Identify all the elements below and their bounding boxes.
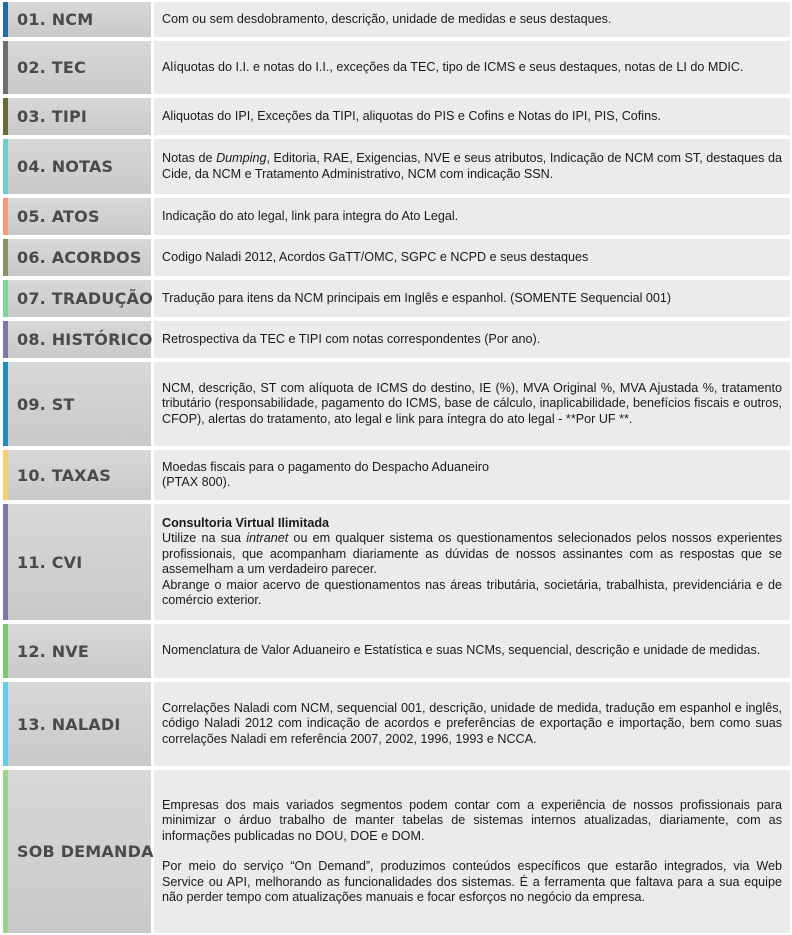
- desc-acordos-text: Codigo Naladi 2012, Acordos GaTT/OMC, SGPC e NCPD e seus destaques: [162, 249, 589, 264]
- label-notas: 04. NOTAS: [3, 139, 151, 194]
- label-cvi: 11. CVI: [3, 504, 151, 620]
- label-historico: 08. HISTÓRICO: [3, 321, 151, 358]
- label-st: 09. ST: [3, 362, 151, 446]
- label-tipi: 03. TIPI: [3, 98, 151, 135]
- label-tec: 02. TEC: [3, 41, 151, 94]
- desc-cvi-em: intranet: [246, 531, 289, 545]
- desc-nve: [154, 624, 790, 678]
- label-traducao: 07. TRADUÇÃO: [3, 280, 151, 317]
- row-notas: [3, 139, 790, 194]
- desc-notas: [154, 139, 790, 194]
- desc-sob-demanda: [154, 770, 790, 933]
- desc-st: [154, 362, 790, 446]
- desc-tipi-text: Aliquotas do IPI, Exceções da TIPI, aliquotas do PIS e Cofins e Notas do IPI, PIS, Cofins.: [162, 108, 661, 123]
- desc-sob-para2: Por meio do serviço “On Demand”, produzimos conteúdos específicos que estarão integrados, via Web Service ou API, melhorando as funcionalidades dos sistemas. É a ferramenta que faltava para a sua equipe não perder tempo com atualizações manuais e focar esforços no negócio da empresa.: [162, 859, 782, 904]
- row-acordos: [3, 239, 790, 276]
- desc-nve-text: Nomenclatura de Valor Aduaneiro e Estatística e suas NCMs, sequencial, descrição e unidade de medidas.: [162, 643, 761, 658]
- row-taxas: [3, 450, 790, 500]
- label-ncm: 01. NCM: [3, 2, 151, 37]
- desc-notas-em: Dumping: [216, 151, 267, 165]
- desc-tec-text: Alíquotas do I.I. e notas do I.I., exceções da TEC, tipo de ICMS e seus destaques, notas de LI do MDIC.: [162, 59, 744, 74]
- label-acordos: 06. ACORDOS: [3, 239, 151, 276]
- desc-ncm: [154, 2, 790, 37]
- desc-tipi: [154, 98, 790, 135]
- label-nve: 12. NVE: [3, 624, 151, 678]
- row-cvi: [3, 504, 790, 620]
- desc-traducao-text: Tradução para itens da NCM principais em Inglês e espanhol. (SOMENTE Sequencial 001): [162, 290, 672, 305]
- label-sob-demanda: SOB DEMANDA: [3, 770, 151, 933]
- desc-historico: [154, 321, 790, 358]
- desc-cvi-b: ou em qualquer sistema os questionamentos selecionados pelos nossos experientes profissionais, que acompanham diariamente as dúvidas de nossos assinantes com as respostas que se assemelham a um verdadeiro parecer.: [162, 531, 783, 576]
- row-sob-demanda: [3, 770, 790, 933]
- desc-sob-para1: Empresas dos mais variados segmentos podem contar com a experiência de nossos profissionais para minimizar o árduo trabalho de manter tabelas de sistemas internos atualizadas, diariamente, com as informações publicadas no DOU, DOE e DOM.: [162, 797, 782, 843]
- desc-cvi: [154, 504, 790, 620]
- row-traducao: [3, 280, 790, 317]
- desc-tec: [154, 41, 790, 94]
- desc-atos-text: Indicação do ato legal, link para integra do Ato Legal.: [162, 208, 459, 223]
- row-ncm: [3, 2, 790, 37]
- desc-cvi-text2: Abrange o maior acervo de questionamentos nas áreas tributária, societária, trabalhista, previdenciária e de comércio exterior.: [162, 577, 782, 607]
- desc-taxas: [154, 450, 790, 500]
- row-nve: [3, 624, 790, 678]
- row-st: [3, 362, 790, 446]
- desc-acordos: [154, 239, 790, 276]
- desc-notas-b: , Editoria, RAE, Exigencias, NVE e seus atributos, Indicação de NCM com ST, destaques da Cide, da NCM e Tratamento Administrativo, NCM com indicação SSN.: [162, 151, 782, 181]
- row-tipi: [3, 98, 790, 135]
- desc-cvi-a: Utilize na sua: [162, 531, 247, 545]
- row-tec: [3, 41, 790, 94]
- desc-taxas-line1: Moedas fiscais para o pagamento do Despacho Aduaneiro: [162, 459, 489, 474]
- row-historico: [3, 321, 790, 358]
- desc-cvi-heading: Consultoria Virtual Ilimitada: [162, 515, 330, 530]
- row-atos: [3, 198, 790, 235]
- desc-taxas-line2: (PTAX 800).: [162, 475, 231, 489]
- desc-traducao: [154, 280, 790, 317]
- desc-st-text: NCM, descrição, ST com alíquota de ICMS do destino, IE (%), MVA Original %, MVA Ajustada %, tratamento tributário (responsabilidade, pagamento do ICMS, base de cálculo, inaplicabilidade, benefícios fiscais e outros, CFOP), alertas do tratamento, ato legal e link para íntegra do ato legal - **Por UF **.: [162, 380, 782, 426]
- desc-atos: [154, 198, 790, 235]
- row-naladi: [3, 682, 790, 766]
- desc-naladi-text: Correlações Naladi com NCM, sequencial 001, descrição, unidade de medida, tradução em espanhol e inglês, código Naladi 2012 com indicação de acordos e preferências de exportação e importação, bem como suas correlações Naladi em referência 2007, 2002, 1996, 1993 e NCCA.: [162, 700, 782, 746]
- desc-notas-a: Notas de: [162, 151, 217, 165]
- label-atos: 05. ATOS: [3, 198, 151, 235]
- label-taxas: 10. TAXAS: [3, 450, 151, 500]
- desc-ncm-text: Com ou sem desdobramento, descrição, unidade de medidas e seus destaques.: [162, 11, 612, 26]
- label-naladi: 13. NALADI: [3, 682, 151, 766]
- desc-historico-text: Retrospectiva da TEC e TIPI com notas correspondentes (Por ano).: [162, 331, 541, 346]
- desc-naladi: [154, 682, 790, 766]
